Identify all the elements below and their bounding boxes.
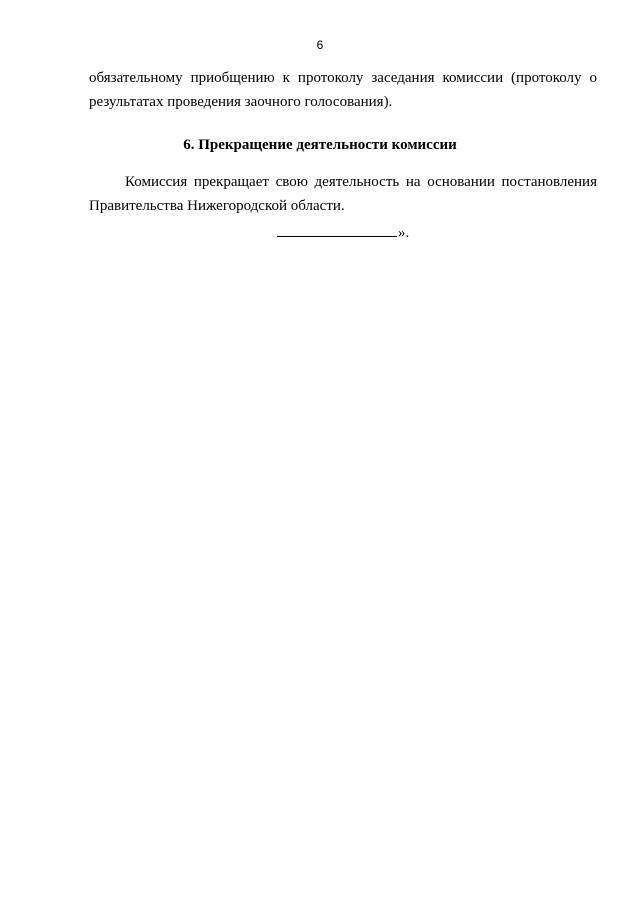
paragraph-line: обязательному приобщению к протоколу заседания комиссии (протоколу о — [89, 70, 597, 86]
closing-quote: ». — [398, 225, 410, 241]
section-heading: 6. Прекращение деятельности комиссии — [183, 137, 457, 153]
paragraph-line: Правительства Нижегородской области. — [89, 198, 345, 214]
page-number: 6 — [316, 38, 324, 52]
paragraph-line: результатах проведения заочного голосования). — [89, 94, 393, 110]
paragraph-protocol-attachment — [89, 66, 597, 114]
signature-underline — [277, 224, 397, 237]
paragraph-line: Комиссия прекращает свою деятельность на основании постановления — [125, 174, 597, 190]
paragraph-commission-termination — [89, 170, 597, 218]
closing-mark — [277, 223, 409, 243]
